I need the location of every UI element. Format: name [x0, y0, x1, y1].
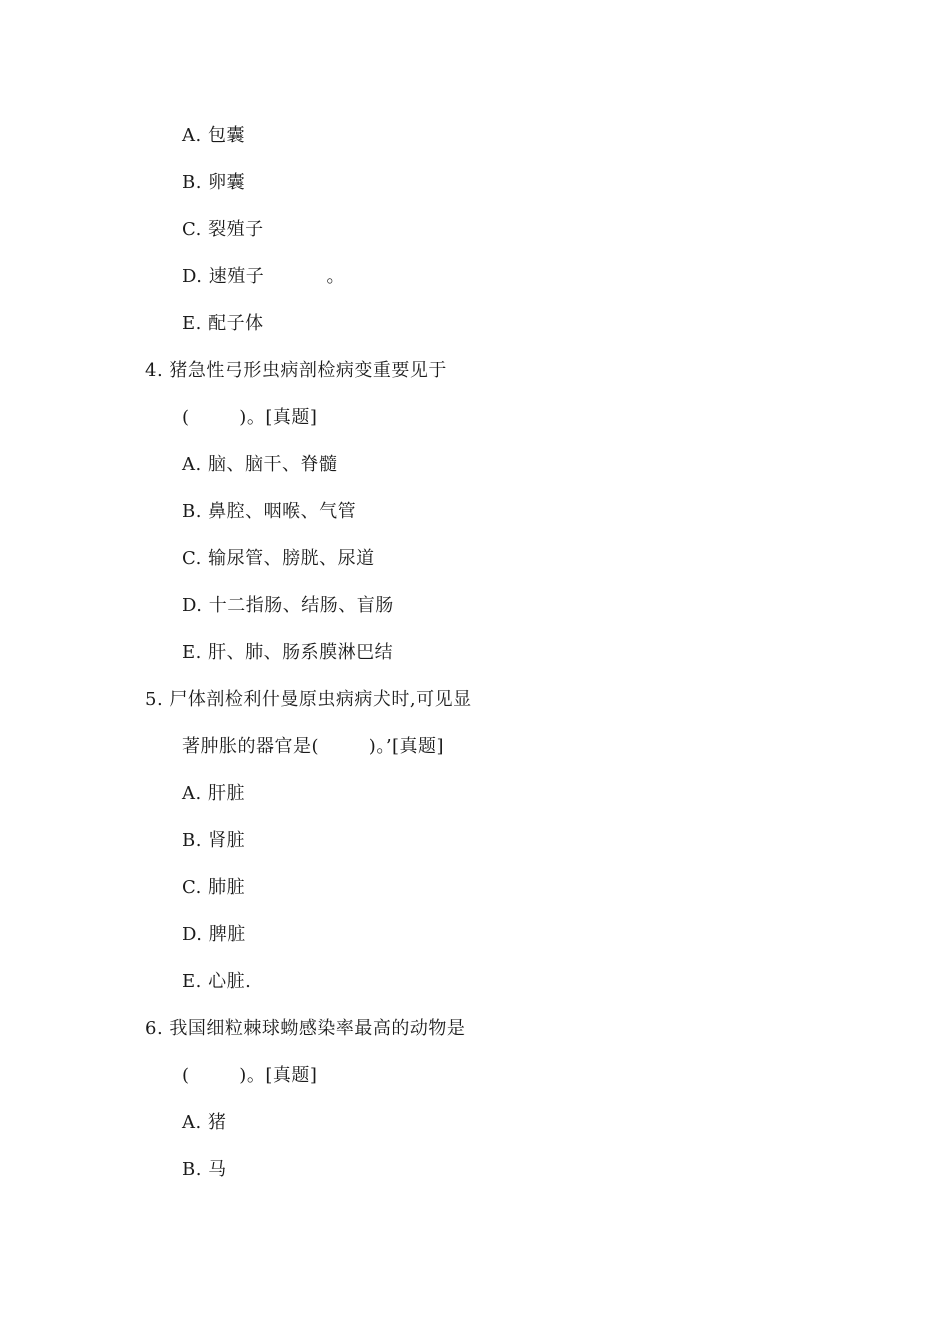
question-4-blank: ( )。[真题]	[182, 407, 318, 428]
option-b-oocyst: B. 卵囊	[182, 172, 246, 193]
q6-option-a: A. 猪	[182, 1112, 227, 1133]
q5-option-e: E. 心脏.	[182, 971, 252, 992]
question-6: 6. 我国细粒棘球蚴感染率最高的动物是	[145, 1018, 466, 1039]
q4-option-a: A. 脑、脑干、脊髓	[182, 454, 338, 475]
question-5: 5. 尸体剖检利什曼原虫病病犬时,可见显	[145, 689, 472, 710]
q4-option-e: E. 肝、肺、肠系膜淋巴结	[182, 642, 394, 663]
q5-option-d: D. 脾脏	[182, 924, 246, 945]
q6-option-b: B. 马	[182, 1159, 227, 1180]
q5-option-c: C. 肺脏	[182, 877, 246, 898]
option-e-gamete: E. 配子体	[182, 313, 264, 334]
option-c-merozoite: C. 裂殖子	[182, 219, 264, 240]
q4-option-d: D. 十二指肠、结肠、盲肠	[182, 595, 394, 616]
option-d-tachyzoite: D. 速殖子 。	[182, 266, 345, 287]
q4-option-b: B. 鼻腔、咽喉、气管	[182, 501, 357, 522]
question-5-cont: 著肿胀的器官是( )。’[真题]	[182, 736, 445, 757]
q5-option-b: B. 肾脏	[182, 830, 246, 851]
question-6-blank: ( )。[真题]	[182, 1065, 318, 1086]
question-4: 4. 猪急性弓形虫病剖检病变重要见于	[145, 360, 447, 381]
q4-option-c: C. 输尿管、膀胱、尿道	[182, 548, 375, 569]
q5-option-a: A. 肝脏	[182, 783, 245, 804]
option-a-cyst: A. 包囊	[182, 125, 245, 146]
